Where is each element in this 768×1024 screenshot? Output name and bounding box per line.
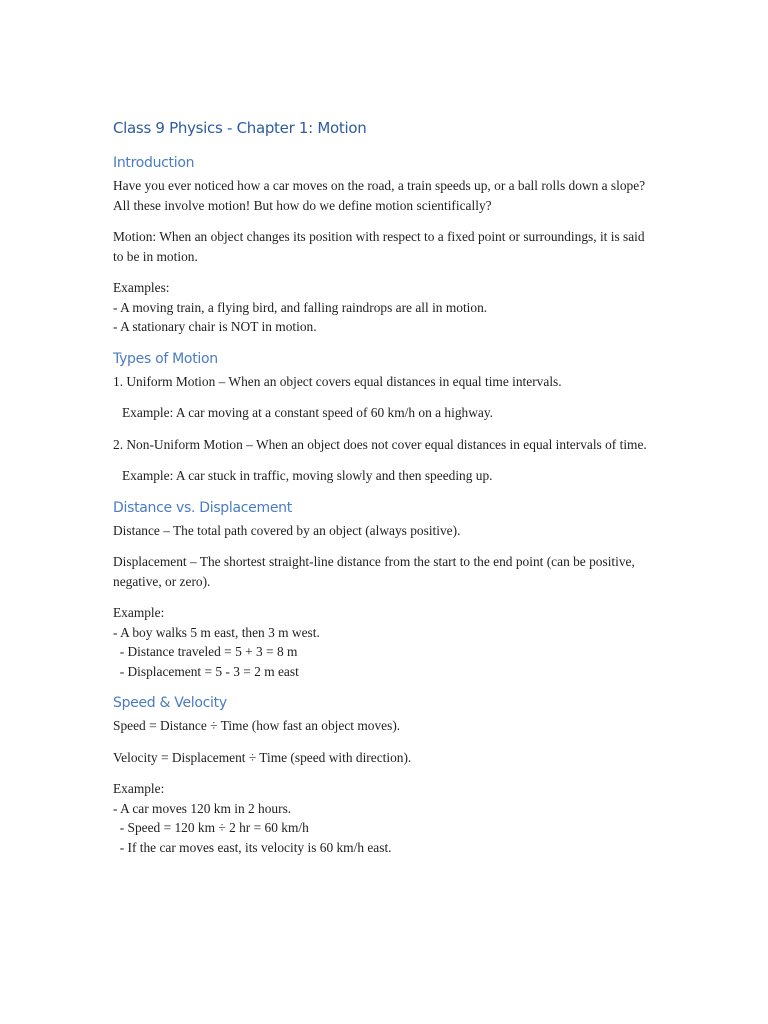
uniform-motion-example: Example: A car moving at a constant speed of 60 km/h on a highway.	[122, 405, 494, 420]
motion-definition: Motion: When an object changes its position with respect to a fixed point or surroundings, it is said to be in motion.	[113, 229, 645, 264]
section-heading-types-of-motion: Types of Motion	[113, 350, 218, 367]
example-line: - A stationary chair is NOT in motion.	[113, 319, 317, 334]
example-line: - Speed = 120 km ÷ 2 hr = 60 km/h	[113, 820, 309, 835]
document-page	[113, 118, 658, 869]
example-line: - A car moves 120 km in 2 hours.	[113, 800, 292, 816]
distance-definition: Distance – The total path covered by an object (always positive).	[113, 522, 461, 538]
section-heading-introduction: Introduction	[113, 155, 195, 171]
intro-examples	[113, 278, 658, 337]
example-line: - If the car moves east, its velocity is 60 km/h east.	[113, 839, 392, 855]
section-heading-distance-displacement: Distance vs. Displacement	[113, 499, 292, 516]
intro-paragraph: Have you ever noticed how a car moves on the road, a train speeds up, or a ball rolls down a slope? All these involve motion! But how do we define motion scientifically?	[113, 178, 646, 213]
velocity-definition: Velocity = Displacement ÷ Time (speed with direction).	[113, 749, 412, 765]
example-line: - A moving train, a flying bird, and falling raindrops are all in motion.	[113, 299, 488, 315]
example-line: - A boy walks 5 m east, then 3 m west.	[113, 624, 320, 640]
non-uniform-motion-definition: 2. Non-Uniform Motion – When an object does not cover equal distances in equal intervals of time.	[113, 436, 647, 452]
example-label: Example:	[113, 781, 165, 796]
non-uniform-motion-example: Example: A car stuck in traffic, moving slowly and then speeding up.	[122, 468, 493, 483]
section-heading-speed-velocity: Speed & Velocity	[113, 695, 227, 711]
examples-label: Examples:	[113, 280, 170, 295]
speed-example	[113, 779, 658, 857]
example-line: - Distance traveled = 5 + 3 = 8 m	[113, 644, 298, 659]
displacement-definition: Displacement – The shortest straight-line distance from the start to the end point (can be positive, negative, or zero).	[113, 554, 635, 589]
uniform-motion-definition: 1. Uniform Motion – When an object covers equal distances in equal time intervals.	[113, 373, 562, 389]
speed-definition: Speed = Distance ÷ Time (how fast an object moves).	[113, 718, 401, 733]
document-title: Class 9 Physics - Chapter 1: Motion	[113, 119, 367, 137]
distance-example	[113, 603, 658, 681]
example-label: Example:	[113, 605, 165, 620]
example-line: - Displacement = 5 - 3 = 2 m east	[113, 663, 299, 679]
